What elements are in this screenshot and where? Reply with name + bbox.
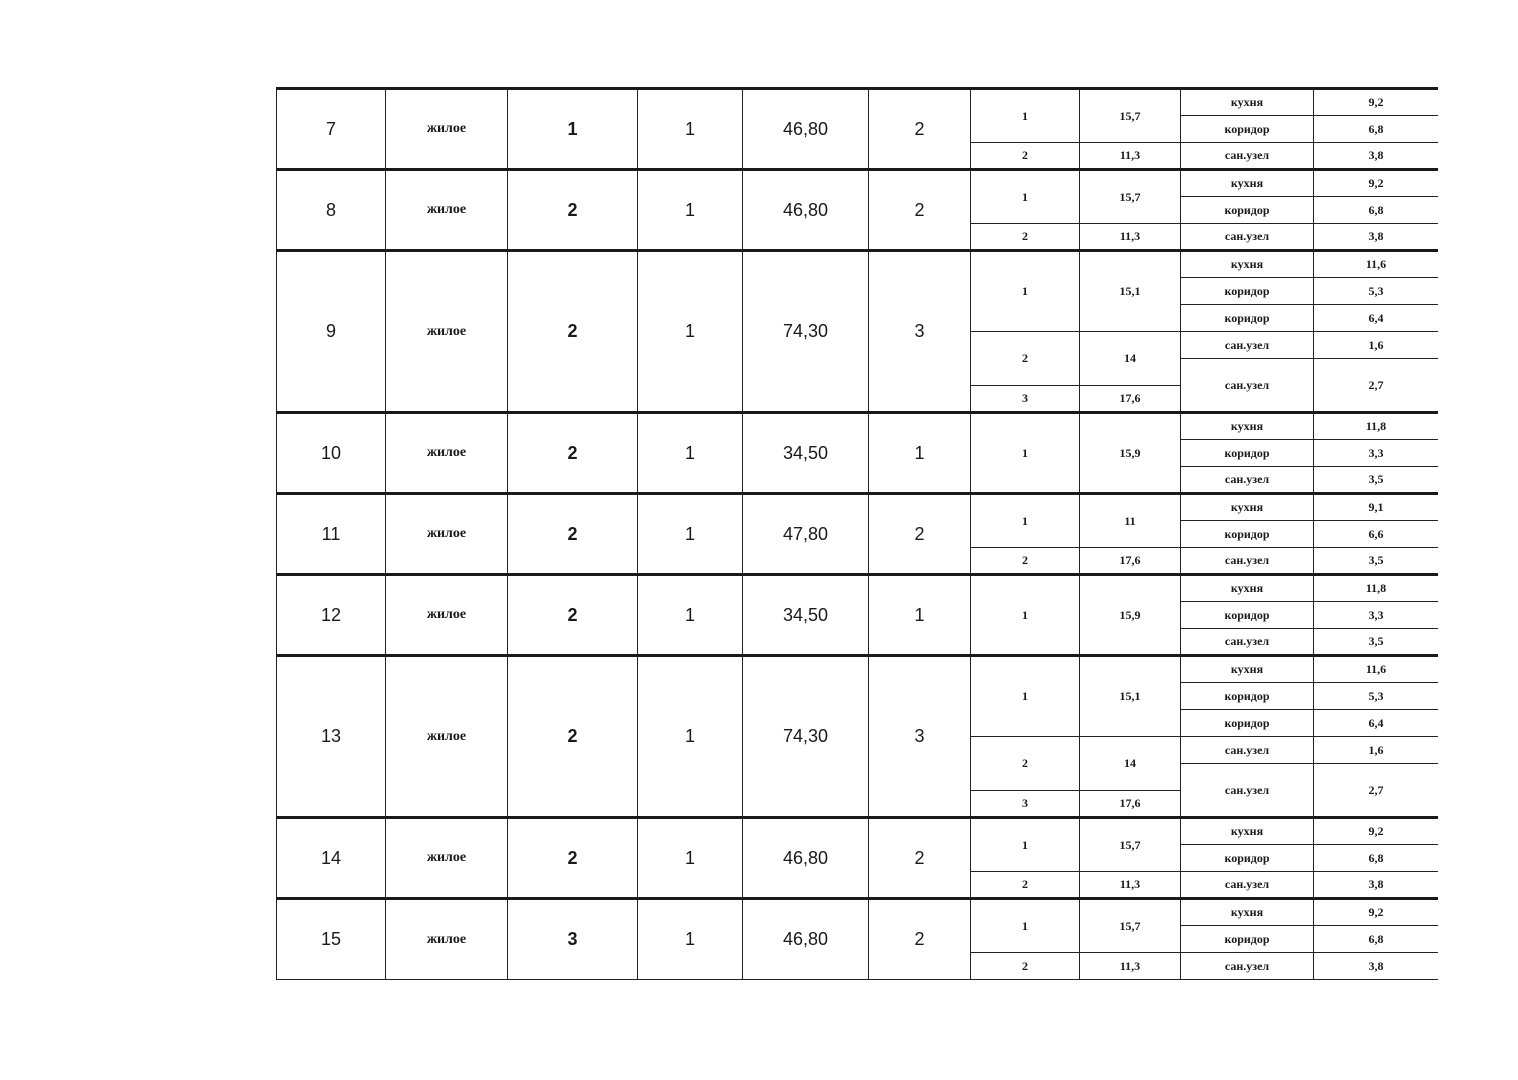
aux-room-name-cell: сан.узел: [1181, 143, 1314, 170]
aux-room-area-cell: 9,2: [1314, 170, 1439, 197]
aux-room-area-cell: 6,8: [1314, 845, 1439, 872]
apartment-type-cell: жилое: [386, 818, 508, 899]
total-area-cell: 74,30: [743, 251, 869, 413]
aux-room-name-cell: коридор: [1181, 116, 1314, 143]
aux-room-area-cell: 3,5: [1314, 467, 1439, 494]
aux-room-area-cell: 3,8: [1314, 872, 1439, 899]
aux-room-name-cell: сан.узел: [1181, 737, 1314, 764]
room-area-cell: 11,3: [1080, 143, 1181, 170]
room-area-cell: 17,6: [1080, 791, 1181, 818]
rooms-count-cell: 2: [869, 494, 971, 575]
aux-room-name-cell: кухня: [1181, 89, 1314, 116]
aux-room-name-cell: кухня: [1181, 413, 1314, 440]
table-row: [277, 575, 1439, 602]
aux-room-area-cell: 3,8: [1314, 224, 1439, 251]
room-number-cell: 1: [971, 899, 1080, 953]
room-number-cell: 1: [971, 251, 1080, 332]
floor-cell: 2: [508, 170, 638, 251]
room-number-cell: 1: [971, 413, 1080, 494]
room-area-cell: 15,9: [1080, 413, 1181, 494]
aux-room-area-cell: 5,3: [1314, 278, 1439, 305]
apartment-number-cell: 12: [277, 575, 386, 656]
rooms-count-cell: 3: [869, 251, 971, 413]
aux-room-area-cell: 6,8: [1314, 197, 1439, 224]
aux-room-area-cell: 5,3: [1314, 683, 1439, 710]
room-area-cell: 15,7: [1080, 89, 1181, 143]
room-number-cell: 2: [971, 953, 1080, 980]
room-area-cell: 11: [1080, 494, 1181, 548]
room-number-cell: 2: [971, 548, 1080, 575]
floor-cell: 2: [508, 251, 638, 413]
aux-room-area-cell: 11,6: [1314, 656, 1439, 683]
room-area-cell: 15,7: [1080, 899, 1181, 953]
floor-cell: 2: [508, 494, 638, 575]
aux-room-area-cell: 11,6: [1314, 251, 1439, 278]
rooms-count-cell: 2: [869, 170, 971, 251]
entrance-cell: 1: [638, 413, 743, 494]
room-number-cell: 2: [971, 143, 1080, 170]
aux-room-area-cell: 3,3: [1314, 440, 1439, 467]
apartment-type-cell: жилое: [386, 251, 508, 413]
aux-room-area-cell: 6,4: [1314, 710, 1439, 737]
aux-room-area-cell: 6,4: [1314, 305, 1439, 332]
entrance-cell: 1: [638, 170, 743, 251]
apartment-number-cell: 8: [277, 170, 386, 251]
aux-room-name-cell: кухня: [1181, 251, 1314, 278]
aux-room-area-cell: 3,3: [1314, 602, 1439, 629]
room-area-cell: 15,9: [1080, 575, 1181, 656]
floor-cell: 2: [508, 575, 638, 656]
apartment-number-cell: 10: [277, 413, 386, 494]
aux-room-name-cell: сан.узел: [1181, 467, 1314, 494]
aux-room-name-cell: коридор: [1181, 845, 1314, 872]
room-number-cell: 2: [971, 224, 1080, 251]
aux-room-area-cell: 11,8: [1314, 413, 1439, 440]
room-area-cell: 11,3: [1080, 224, 1181, 251]
aux-room-name-cell: сан.узел: [1181, 629, 1314, 656]
aux-room-area-cell: 11,8: [1314, 575, 1439, 602]
aux-room-name-cell: кухня: [1181, 170, 1314, 197]
aux-room-area-cell: 3,8: [1314, 143, 1439, 170]
entrance-cell: 1: [638, 656, 743, 818]
room-area-cell: 15,1: [1080, 656, 1181, 737]
entrance-cell: 1: [638, 251, 743, 413]
table-row: [277, 494, 1439, 521]
room-number-cell: 1: [971, 656, 1080, 737]
aux-room-name-cell: коридор: [1181, 926, 1314, 953]
aux-room-name-cell: сан.узел: [1181, 872, 1314, 899]
apartment-type-cell: жилое: [386, 575, 508, 656]
room-area-cell: 15,1: [1080, 251, 1181, 332]
floor-cell: 2: [508, 656, 638, 818]
floor-cell: 2: [508, 818, 638, 899]
table-row: [277, 656, 1439, 683]
room-number-cell: 2: [971, 332, 1080, 386]
apartment-type-cell: жилое: [386, 170, 508, 251]
rooms-count-cell: 3: [869, 656, 971, 818]
apartment-number-cell: 11: [277, 494, 386, 575]
apartment-number-cell: 9: [277, 251, 386, 413]
aux-room-area-cell: 9,2: [1314, 89, 1439, 116]
total-area-cell: 46,80: [743, 89, 869, 170]
apartment-type-cell: жилое: [386, 89, 508, 170]
total-area-cell: 47,80: [743, 494, 869, 575]
table-row: [277, 899, 1439, 926]
entrance-cell: 1: [638, 89, 743, 170]
rooms-count-cell: 1: [869, 575, 971, 656]
aux-room-area-cell: 9,2: [1314, 818, 1439, 845]
apartment-table-body: [277, 89, 1439, 980]
aux-room-name-cell: коридор: [1181, 197, 1314, 224]
aux-room-name-cell: сан.узел: [1181, 224, 1314, 251]
total-area-cell: 46,80: [743, 899, 869, 980]
table-row: [277, 818, 1439, 845]
rooms-count-cell: 2: [869, 818, 971, 899]
room-area-cell: 15,7: [1080, 818, 1181, 872]
aux-room-name-cell: сан.узел: [1181, 332, 1314, 359]
aux-room-name-cell: сан.узел: [1181, 764, 1314, 818]
room-area-cell: 11,3: [1080, 872, 1181, 899]
room-number-cell: 2: [971, 872, 1080, 899]
total-area-cell: 46,80: [743, 170, 869, 251]
table-row: [277, 170, 1439, 197]
apartment-type-cell: жилое: [386, 413, 508, 494]
apartment-number-cell: 14: [277, 818, 386, 899]
aux-room-name-cell: сан.узел: [1181, 548, 1314, 575]
rooms-count-cell: 2: [869, 89, 971, 170]
total-area-cell: 74,30: [743, 656, 869, 818]
total-area-cell: 46,80: [743, 818, 869, 899]
apartment-number-cell: 15: [277, 899, 386, 980]
apartment-number-cell: 13: [277, 656, 386, 818]
room-area-cell: 14: [1080, 332, 1181, 386]
aux-room-name-cell: коридор: [1181, 440, 1314, 467]
total-area-cell: 34,50: [743, 413, 869, 494]
room-number-cell: 3: [971, 386, 1080, 413]
room-number-cell: 1: [971, 170, 1080, 224]
table-row: [277, 413, 1439, 440]
aux-room-area-cell: 9,1: [1314, 494, 1439, 521]
total-area-cell: 34,50: [743, 575, 869, 656]
aux-room-area-cell: 3,5: [1314, 548, 1439, 575]
aux-room-name-cell: кухня: [1181, 656, 1314, 683]
aux-room-name-cell: кухня: [1181, 494, 1314, 521]
aux-room-area-cell: 1,6: [1314, 332, 1439, 359]
aux-room-name-cell: сан.узел: [1181, 359, 1314, 413]
aux-room-area-cell: 6,6: [1314, 521, 1439, 548]
aux-room-name-cell: коридор: [1181, 278, 1314, 305]
room-number-cell: 1: [971, 89, 1080, 143]
aux-room-area-cell: 6,8: [1314, 116, 1439, 143]
table-row: [277, 251, 1439, 278]
room-area-cell: 11,3: [1080, 953, 1181, 980]
apartment-number-cell: 7: [277, 89, 386, 170]
apartment-type-cell: жилое: [386, 656, 508, 818]
rooms-count-cell: 1: [869, 413, 971, 494]
room-number-cell: 1: [971, 575, 1080, 656]
aux-room-name-cell: кухня: [1181, 899, 1314, 926]
room-number-cell: 1: [971, 818, 1080, 872]
floor-cell: 2: [508, 413, 638, 494]
aux-room-name-cell: коридор: [1181, 683, 1314, 710]
aux-room-name-cell: коридор: [1181, 710, 1314, 737]
room-area-cell: 17,6: [1080, 548, 1181, 575]
aux-room-area-cell: 1,6: [1314, 737, 1439, 764]
aux-room-area-cell: 2,7: [1314, 359, 1439, 413]
entrance-cell: 1: [638, 899, 743, 980]
room-area-cell: 14: [1080, 737, 1181, 791]
room-number-cell: 1: [971, 494, 1080, 548]
document-page: [276, 87, 1438, 990]
room-area-cell: 17,6: [1080, 386, 1181, 413]
room-number-cell: 2: [971, 737, 1080, 791]
room-area-cell: 15,7: [1080, 170, 1181, 224]
table-row: [277, 89, 1439, 116]
aux-room-name-cell: коридор: [1181, 305, 1314, 332]
aux-room-area-cell: 3,8: [1314, 953, 1439, 980]
aux-room-name-cell: сан.узел: [1181, 953, 1314, 980]
aux-room-area-cell: 3,5: [1314, 629, 1439, 656]
aux-room-name-cell: кухня: [1181, 575, 1314, 602]
apartment-type-cell: жилое: [386, 494, 508, 575]
entrance-cell: 1: [638, 494, 743, 575]
aux-room-name-cell: коридор: [1181, 521, 1314, 548]
floor-cell: 3: [508, 899, 638, 980]
aux-room-area-cell: 6,8: [1314, 926, 1439, 953]
rooms-count-cell: 2: [869, 899, 971, 980]
aux-room-name-cell: кухня: [1181, 818, 1314, 845]
entrance-cell: 1: [638, 818, 743, 899]
aux-room-name-cell: коридор: [1181, 602, 1314, 629]
floor-cell: 1: [508, 89, 638, 170]
apartment-table: [276, 87, 1438, 980]
aux-room-area-cell: 2,7: [1314, 764, 1439, 818]
entrance-cell: 1: [638, 575, 743, 656]
aux-room-area-cell: 9,2: [1314, 899, 1439, 926]
apartment-type-cell: жилое: [386, 899, 508, 980]
room-number-cell: 3: [971, 791, 1080, 818]
